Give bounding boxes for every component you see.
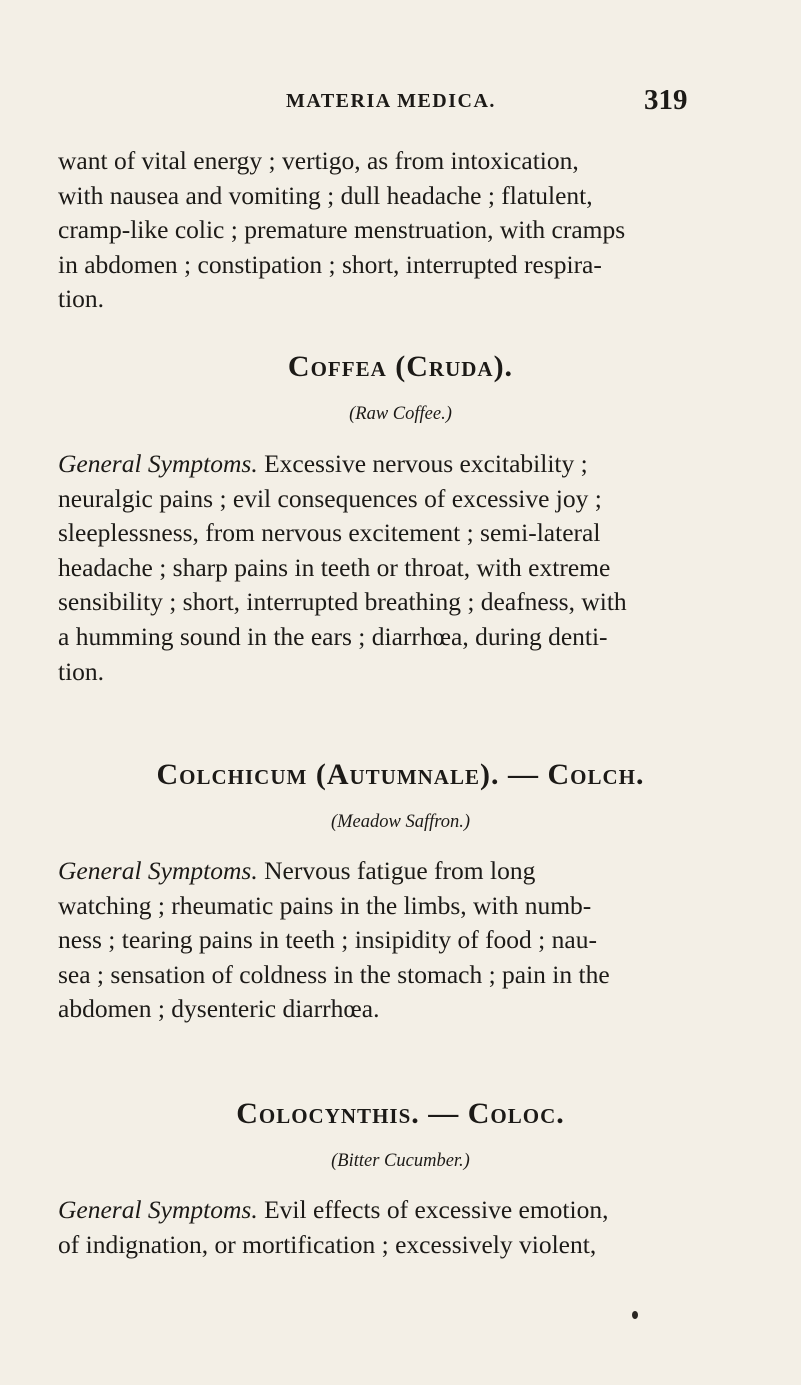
colchicum-heading: Colchicum (Autumnale). — Colch. (156, 758, 645, 791)
colchicum-paragraph (58, 854, 726, 1027)
ink-speck (632, 1311, 638, 1319)
text-line: neuralgic pains ; evil consequences of excessive joy ; (58, 483, 602, 513)
paragraph-lead: General Symptoms. (58, 856, 258, 885)
coffea-paragraph (58, 447, 726, 689)
colchicum-subheading: (Meadow Saffron.) (330, 812, 471, 832)
running-title: MATERIA MEDICA. (286, 90, 496, 112)
first-line-text: Excessive nervous excitability ; (257, 449, 588, 478)
text-line: in abdomen ; constipation ; short, interrupted respira- (58, 249, 602, 279)
first-line-text: Evil effects of excessive emotion, (257, 1195, 609, 1224)
text-line: want of vital energy ; vertigo, as from intoxication, (58, 146, 579, 175)
coffea-subheading: (Raw Coffee.) (349, 404, 452, 424)
text-line: of indignation, or mortification ; excessively violent, (58, 1229, 597, 1259)
first-line-text: Nervous fatigue from long (257, 856, 536, 885)
text-line: cramp-like colic ; premature menstruation, with cramps (58, 215, 626, 245)
text-line: sensibility ; short, interrupted breathing ; deafness, with (58, 587, 627, 617)
text-line: tion. (58, 284, 105, 314)
text-line: sea ; sensation of coldness in the stomach ; pain in the (58, 959, 610, 989)
paragraph-lead: General Symptoms. (58, 449, 258, 478)
text-line: ness ; tearing pains in teeth ; insipidity of food ; nau- (58, 925, 597, 955)
text-line: watching ; rheumatic pains in the limbs, with numb- (58, 890, 592, 920)
text-line: a humming sound in the ears ; diarrhœa, during denti- (58, 621, 608, 651)
text-line: abdomen ; dysenteric diarrhœa. (58, 994, 380, 1024)
colocynthis-heading: Colocynthis. — Coloc. (236, 1097, 565, 1130)
paragraph-lead: General Symptoms. (58, 1195, 258, 1224)
running-head (0, 84, 801, 124)
colocynthis-paragraph (58, 1193, 726, 1262)
text-line: with nausea and vomiting ; dull headache ; flatulent, (58, 180, 593, 210)
text-line: tion. (58, 656, 105, 686)
text-line: sleeplessness, from nervous excitement ; semi-lateral (58, 518, 601, 548)
text-line (58, 447, 726, 482)
colocynthis-subheading: (Bitter Cucumber.) (331, 1151, 470, 1171)
text-line (58, 1193, 726, 1228)
text-line: headache ; sharp pains in teeth or throat, with extreme (58, 552, 611, 582)
text-line (58, 854, 726, 889)
page-number: 319 (644, 84, 688, 116)
intro-paragraph (58, 144, 726, 317)
coffea-heading: Coffea (Cruda). (287, 350, 514, 383)
